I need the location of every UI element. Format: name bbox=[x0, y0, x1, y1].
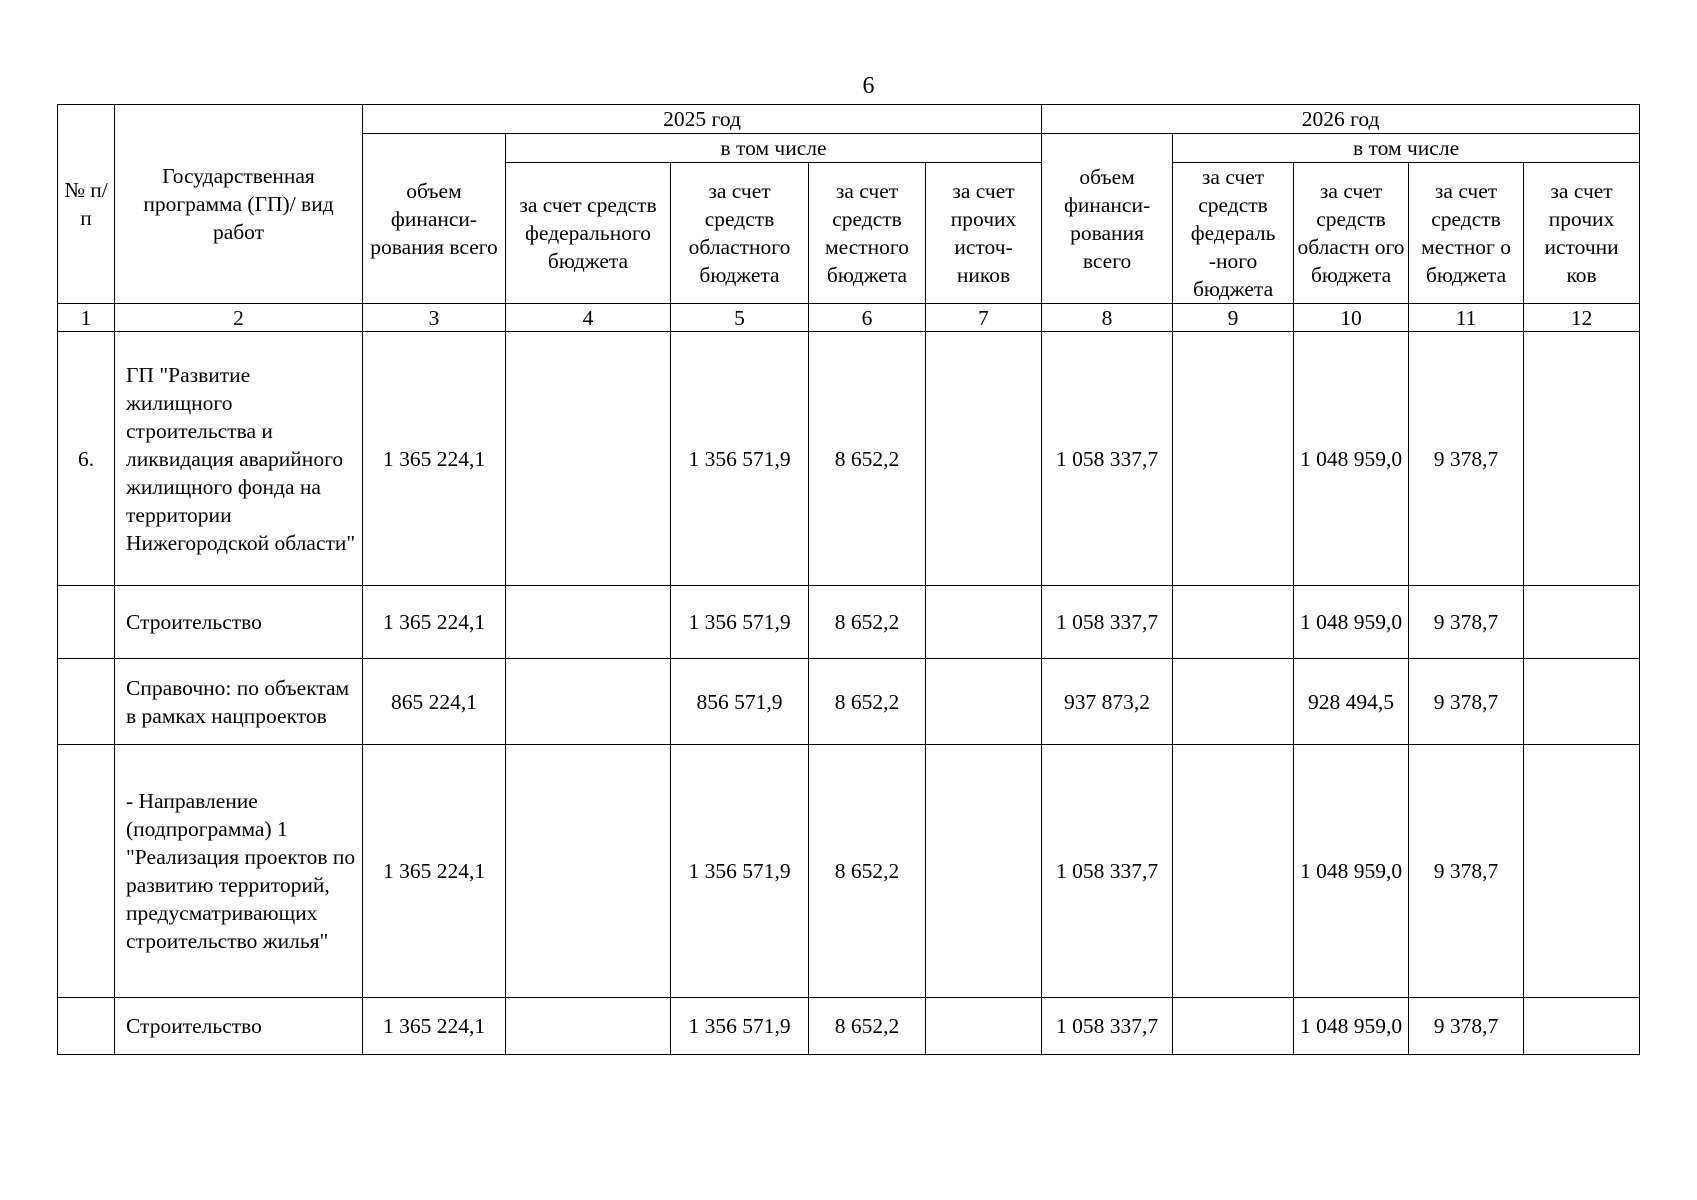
cell-oth-2025 bbox=[926, 998, 1042, 1055]
header-including-2026: в том числе bbox=[1173, 134, 1640, 163]
cell-fed-2026 bbox=[1173, 745, 1294, 998]
header-oth-2025: за счет прочих источ-ников bbox=[926, 163, 1042, 304]
column-number: 12 bbox=[1524, 304, 1640, 332]
table-row-construction-2 bbox=[58, 998, 1640, 1055]
cell-fed-2026 bbox=[1173, 332, 1294, 586]
cell-fed-2025 bbox=[506, 998, 671, 1055]
cell-loc-2026: 9 378,7 bbox=[1409, 659, 1524, 745]
cell-total-2025: 1 365 224,1 bbox=[363, 332, 506, 586]
header-reg-2025: за счет средств областного бюджета bbox=[671, 163, 809, 304]
header-reg-2026: за счет средств областн ого бюджета bbox=[1294, 163, 1409, 304]
cell-reg-2026: 1 048 959,0 bbox=[1294, 332, 1409, 586]
column-numbers-row bbox=[58, 304, 1640, 332]
cell-reg-2025: 1 356 571,9 bbox=[671, 586, 809, 659]
cell-total-2026: 1 058 337,7 bbox=[1042, 332, 1173, 586]
cell-fed-2026 bbox=[1173, 998, 1294, 1055]
cell-oth-2025 bbox=[926, 659, 1042, 745]
cell-loc-2026: 9 378,7 bbox=[1409, 745, 1524, 998]
column-number: 9 bbox=[1173, 304, 1294, 332]
cell-reg-2026: 1 048 959,0 bbox=[1294, 745, 1409, 998]
row-num: 6. bbox=[58, 332, 115, 586]
cell-oth-2025 bbox=[926, 332, 1042, 586]
header-including-2025: в том числе bbox=[506, 134, 1042, 163]
column-number: 1 bbox=[58, 304, 115, 332]
cell-loc-2025: 8 652,2 bbox=[809, 332, 926, 586]
cell-loc-2025: 8 652,2 bbox=[809, 998, 926, 1055]
table-row-reference bbox=[58, 659, 1640, 745]
row-num bbox=[58, 745, 115, 998]
cell-loc-2025: 8 652,2 bbox=[809, 745, 926, 998]
cell-loc-2025: 8 652,2 bbox=[809, 659, 926, 745]
cell-reg-2025: 1 356 571,9 bbox=[671, 998, 809, 1055]
row-name: Строительство bbox=[115, 998, 363, 1055]
table-row-direction bbox=[58, 745, 1640, 998]
cell-reg-2026: 1 048 959,0 bbox=[1294, 586, 1409, 659]
cell-oth-2025 bbox=[926, 586, 1042, 659]
column-number: 6 bbox=[809, 304, 926, 332]
cell-oth-2026 bbox=[1524, 745, 1640, 998]
cell-total-2026: 1 058 337,7 bbox=[1042, 998, 1173, 1055]
cell-loc-2026: 9 378,7 bbox=[1409, 332, 1524, 586]
cell-loc-2026: 9 378,7 bbox=[1409, 998, 1524, 1055]
cell-fed-2026 bbox=[1173, 586, 1294, 659]
cell-total-2026: 937 873,2 bbox=[1042, 659, 1173, 745]
column-number: 4 bbox=[506, 304, 671, 332]
header-fed-2026: за счет средств федераль -ного бюджета bbox=[1173, 163, 1294, 304]
header-total-2025: объем финанси-рования всего bbox=[363, 134, 506, 304]
cell-oth-2026 bbox=[1524, 586, 1640, 659]
cell-reg-2026: 928 494,5 bbox=[1294, 659, 1409, 745]
column-number: 7 bbox=[926, 304, 1042, 332]
column-number: 3 bbox=[363, 304, 506, 332]
cell-reg-2025: 1 356 571,9 bbox=[671, 745, 809, 998]
cell-fed-2025 bbox=[506, 659, 671, 745]
cell-reg-2025: 856 571,9 bbox=[671, 659, 809, 745]
header-year-2026: 2026 год bbox=[1042, 105, 1640, 134]
page-number: 6 bbox=[862, 73, 875, 99]
cell-oth-2026 bbox=[1524, 998, 1640, 1055]
header-loc-2025: за счет средств местного бюджета bbox=[809, 163, 926, 304]
cell-fed-2025 bbox=[506, 745, 671, 998]
cell-total-2025: 865 224,1 bbox=[363, 659, 506, 745]
header-fed-2025: за счет средств федерального бюджета bbox=[506, 163, 671, 304]
table-row-construction bbox=[58, 586, 1640, 659]
header-num: № п/п bbox=[58, 105, 115, 304]
row-name: Строительство bbox=[115, 586, 363, 659]
cell-loc-2025: 8 652,2 bbox=[809, 586, 926, 659]
cell-fed-2025 bbox=[506, 332, 671, 586]
column-number: 5 bbox=[671, 304, 809, 332]
cell-reg-2026: 1 048 959,0 bbox=[1294, 998, 1409, 1055]
cell-oth-2026 bbox=[1524, 332, 1640, 586]
row-name: ГП "Развитие жилищного строительства и ликвидация аварийного жилищного фонда на территории Нижегородской области" bbox=[115, 332, 363, 586]
row-num bbox=[58, 998, 115, 1055]
row-num bbox=[58, 586, 115, 659]
column-number: 2 bbox=[115, 304, 363, 332]
row-name: Справочно: по объектам в рамках нацпроектов bbox=[115, 659, 363, 745]
header-year-2025: 2025 год bbox=[363, 105, 1042, 134]
cell-fed-2025 bbox=[506, 586, 671, 659]
column-number: 11 bbox=[1409, 304, 1524, 332]
header-loc-2026: за счет средств местног о бюджета bbox=[1409, 163, 1524, 304]
table-row-program bbox=[58, 332, 1640, 586]
cell-total-2025: 1 365 224,1 bbox=[363, 998, 506, 1055]
cell-total-2026: 1 058 337,7 bbox=[1042, 586, 1173, 659]
header-total-2026: объем финанси-рования всего bbox=[1042, 134, 1173, 304]
header-program: Государственная программа (ГП)/ вид работ bbox=[115, 105, 363, 304]
budget-table bbox=[57, 104, 1640, 1055]
cell-oth-2026 bbox=[1524, 659, 1640, 745]
cell-reg-2025: 1 356 571,9 bbox=[671, 332, 809, 586]
cell-oth-2025 bbox=[926, 745, 1042, 998]
cell-total-2025: 1 365 224,1 bbox=[363, 586, 506, 659]
cell-total-2025: 1 365 224,1 bbox=[363, 745, 506, 998]
cell-total-2026: 1 058 337,7 bbox=[1042, 745, 1173, 998]
row-name: - Направление (подпрограмма) 1 "Реализация проектов по развитию территорий, предусматривающих строительство жилья" bbox=[115, 745, 363, 998]
cell-loc-2026: 9 378,7 bbox=[1409, 586, 1524, 659]
header-oth-2026: за счет прочих источни ков bbox=[1524, 163, 1640, 304]
column-number: 10 bbox=[1294, 304, 1409, 332]
cell-fed-2026 bbox=[1173, 659, 1294, 745]
column-number: 8 bbox=[1042, 304, 1173, 332]
row-num bbox=[58, 659, 115, 745]
